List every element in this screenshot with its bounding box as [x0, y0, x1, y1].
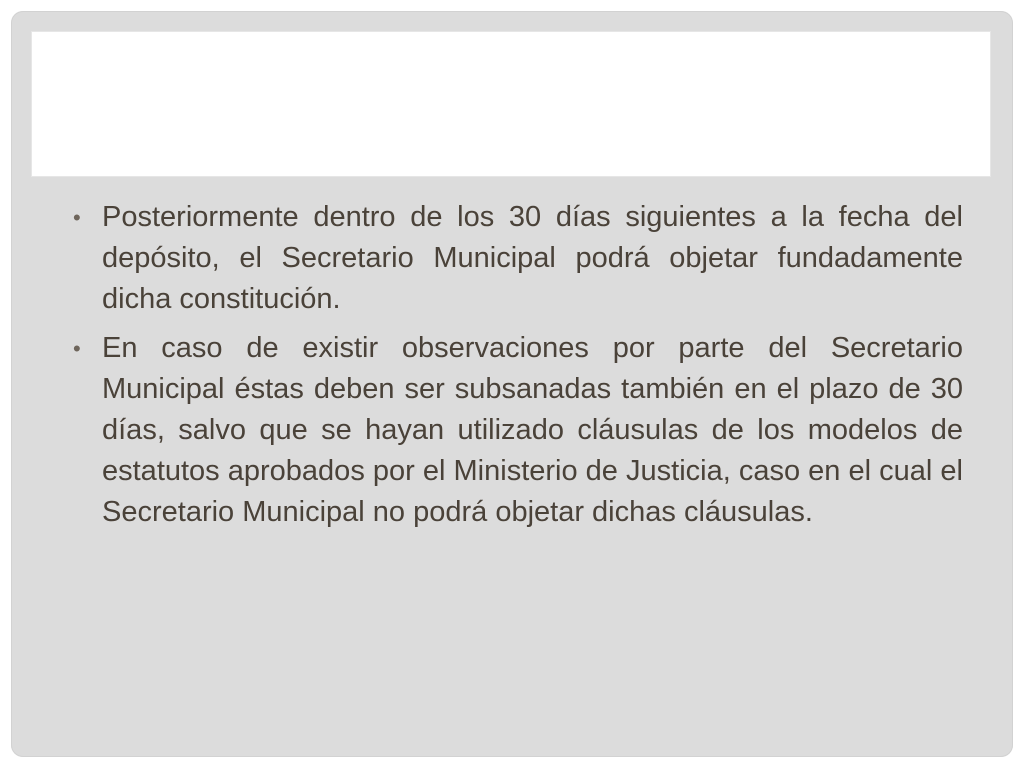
bullet-text: En caso de existir observaciones por parte del Secretario Municipal éstas deben ser subsanadas también en el plazo de 30 días, salvo que se hayan utilizado cláusulas de los modelos de estatutos aprobados por el Ministerio de Justicia, caso en el cual el Secretario Municipal no podrá objetar dichas cláusulas.	[102, 332, 963, 528]
bullet-text: Posteriormente dentro de los 30 días siguientes a la fecha del depósito, el Secretario Municipal podrá objetar fundadamente dicha constitución.	[102, 201, 963, 315]
title-placeholder	[31, 31, 991, 177]
slide	[11, 11, 1013, 757]
bullet-item	[73, 328, 963, 533]
bullet-item	[73, 197, 963, 320]
bullet-icon: •	[73, 336, 81, 361]
bullet-icon: •	[73, 205, 81, 230]
bullet-list	[73, 197, 963, 541]
